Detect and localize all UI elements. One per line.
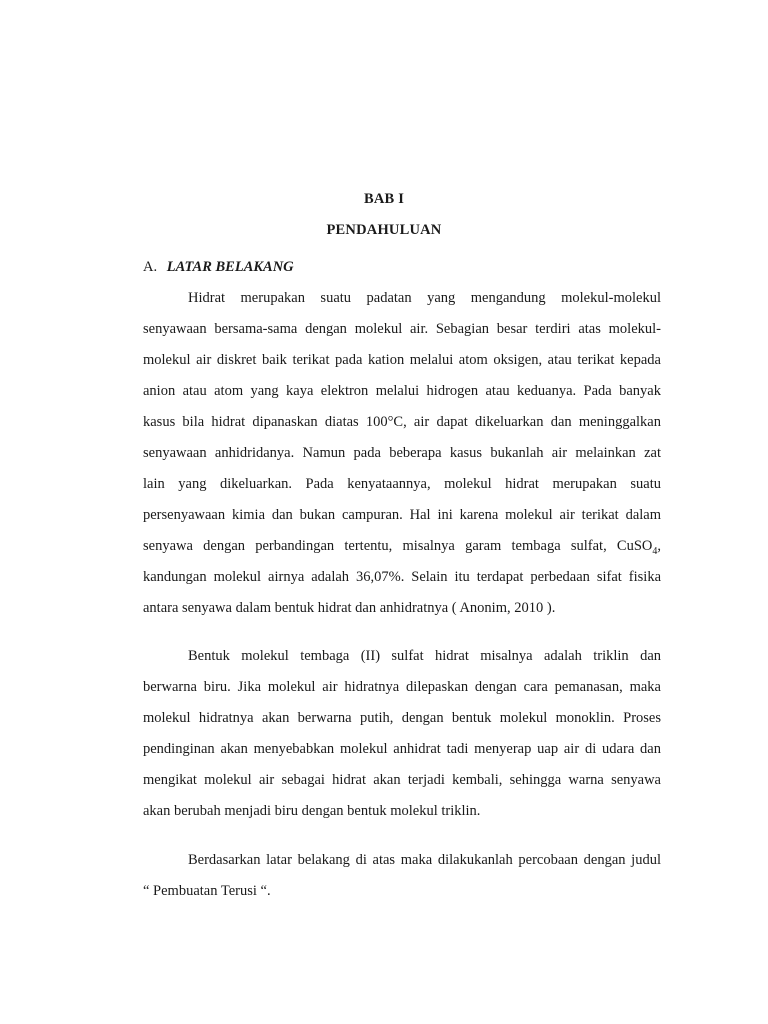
chapter-title: PENDAHULUAN bbox=[326, 222, 442, 238]
paragraph-line: molekul air diskret baik terikat pada kation melalui atom oksigen, atau terikat kepada bbox=[143, 352, 661, 368]
paragraph-line-formula bbox=[143, 531, 661, 562]
paragraph-line: kandungan molekul airnya adalah 36,07%. Selain itu terdapat perbedaan sifat fisika bbox=[143, 569, 661, 585]
paragraph-line: antara senyawa dalam bentuk hidrat dan anhidratnya ( Anonim, 2010 ). bbox=[143, 600, 556, 616]
paragraph-2 bbox=[143, 641, 661, 827]
section-title: LATAR BELAKANG bbox=[166, 259, 294, 275]
formula-suffix: , bbox=[657, 538, 661, 554]
paragraph-line: mengikat molekul air sebagai hidrat akan terjadi kembali, sehingga warna senyawa bbox=[143, 772, 661, 788]
section-number: A. bbox=[143, 259, 158, 275]
paragraph-line: akan berubah menjadi biru dengan bentuk molekul triklin. bbox=[143, 803, 481, 819]
section-heading bbox=[143, 259, 294, 276]
paragraph-line: persenyawaan kimia dan bukan campuran. Hal ini karena molekul air terikat dalam bbox=[143, 507, 661, 523]
paragraph-line: anion atau atom yang kaya elektron melalui hidrogen atau keduanya. Pada banyak bbox=[143, 383, 661, 399]
paragraph-1 bbox=[143, 283, 661, 624]
formula-subscript: 4 bbox=[652, 545, 658, 557]
paragraph-line: molekul hidratnya akan berwarna putih, dengan bentuk molekul monoklin. Proses bbox=[143, 710, 661, 726]
paragraph-line: “ Pembuatan Terusi “. bbox=[143, 883, 271, 899]
paragraph-line: Bentuk molekul tembaga (II) sulfat hidrat misalnya adalah triklin dan bbox=[188, 648, 661, 664]
paragraph-line: berwarna biru. Jika molekul air hidratnya dilepaskan dengan cara pemanasan, maka bbox=[143, 679, 661, 695]
paragraph-3 bbox=[143, 845, 661, 907]
paragraph-line: lain yang dikeluarkan. Pada kenyataannya, molekul hidrat merupakan suatu bbox=[143, 476, 661, 492]
paragraph-line: pendinginan akan menyebabkan molekul anhidrat tadi menyerap uap air di udara dan bbox=[143, 741, 661, 757]
paragraph-line: senyawaan bersama-sama dengan molekul air. Sebagian besar terdiri atas molekul- bbox=[143, 321, 661, 337]
paragraph-line: Hidrat merupakan suatu padatan yang mengandung molekul-molekul bbox=[188, 290, 661, 306]
paragraph-line: kasus bila hidrat dipanaskan diatas 100°C, air dapat dikeluarkan dan meninggalkan bbox=[143, 414, 661, 430]
paragraph-line: senyawaan anhidridanya. Namun pada beberapa kasus bukanlah air melainkan zat bbox=[143, 445, 661, 461]
formula-line-text: senyawa dengan perbandingan tertentu, misalnya garam tembaga sulfat, CuSO bbox=[143, 538, 653, 554]
chapter-number: BAB I bbox=[363, 191, 405, 207]
paragraph-line: Berdasarkan latar belakang di atas maka dilakukanlah percobaan dengan judul bbox=[188, 852, 661, 868]
